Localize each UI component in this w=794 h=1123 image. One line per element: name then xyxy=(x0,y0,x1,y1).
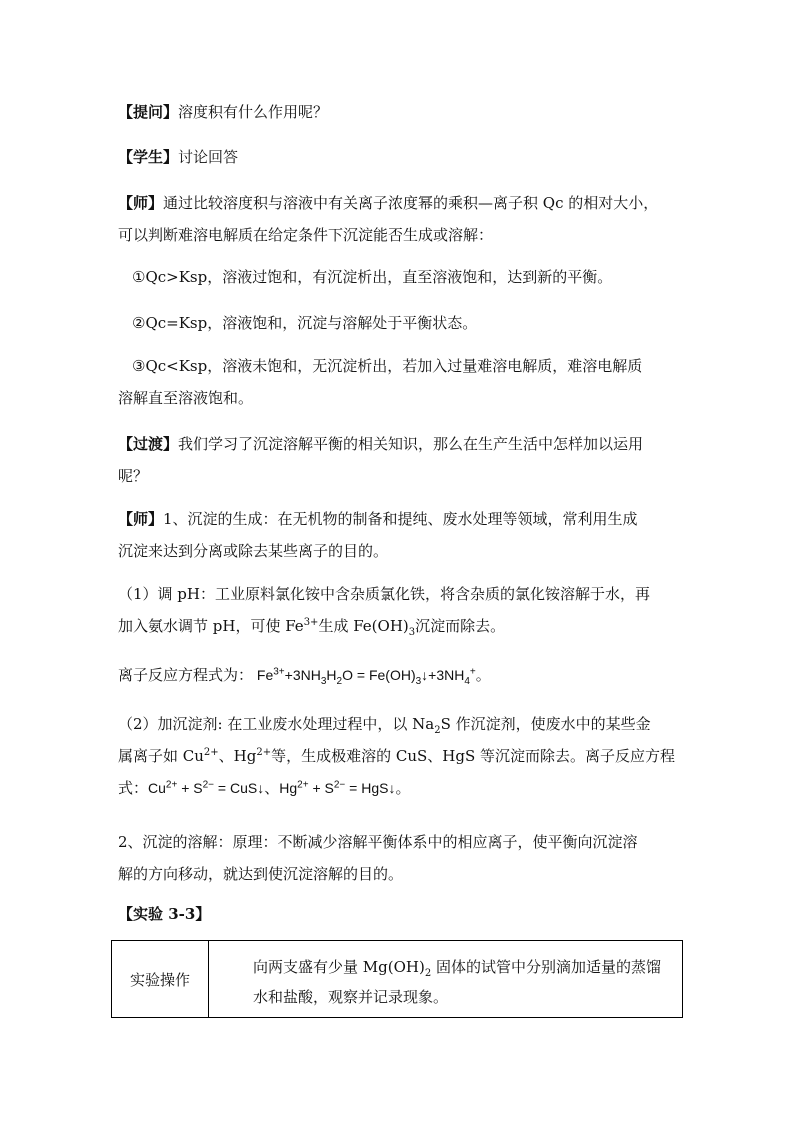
tag-transition: 【过渡】 xyxy=(118,435,179,453)
eq-sup-1: 3+ xyxy=(273,666,285,678)
experiment-heading: 【实验 3-3】 xyxy=(118,905,211,923)
table-content-sub: 2 xyxy=(424,968,432,979)
ionic-equation-label: 离子反应方程式为： xyxy=(118,666,254,684)
paragraph-teacher-2 xyxy=(118,503,686,567)
table-content-cell xyxy=(209,941,682,1017)
precipitant-line1a: （2）加沉淀剂: 在工业废水处理过程中，以 Na xyxy=(118,715,435,733)
eq-product: O = Fe(OH) xyxy=(342,667,416,683)
list-item-2: ②Qc=Ksp，溶液饱和，沉淀与溶解处于平衡状态。 xyxy=(132,314,478,332)
tag-teacher-2: 【师】 xyxy=(118,510,164,528)
tag-teacher: 【师】 xyxy=(118,194,164,212)
eq-fe: Fe xyxy=(256,667,274,683)
hg-equation xyxy=(279,780,395,796)
list-item-3 xyxy=(132,350,686,382)
tag-question: 【提问】 xyxy=(118,103,179,121)
list-item-1: ①Qc>Ksp，溶液过饱和，有沉淀析出，直至溶液饱和，达到新的平衡。 xyxy=(132,268,613,286)
list-item-3-line2: 溶解直至溶液饱和。 xyxy=(118,389,254,407)
list-item-3-cont xyxy=(118,382,686,414)
paragraph-adjust-ph xyxy=(118,578,686,642)
cu-eq-c: = CuS↓ xyxy=(214,780,265,796)
list-item-3-line1: ③Qc<Ksp，溶液未饱和，无沉淀析出，若加入过量难溶电解质，难溶电解质 xyxy=(132,357,643,375)
adjust-ph-line2b: 生成 Fe(OH) xyxy=(318,617,409,635)
cu-eq-sup2: 2− xyxy=(202,779,215,791)
cu-eq-a: Cu xyxy=(148,780,166,796)
experiment-table xyxy=(111,940,683,1018)
precipitant-line3-label: 式： xyxy=(118,779,149,797)
eq-sub-1: 3 xyxy=(320,675,327,687)
paragraph-ionic-equation xyxy=(118,659,686,691)
eq-sub-4: 4 xyxy=(464,675,470,687)
paragraph-teacher-1 xyxy=(118,187,686,251)
ionic-equation xyxy=(253,666,476,687)
eq-nh3: +3NH xyxy=(284,667,321,683)
hg-eq-c: = HgS↓ xyxy=(345,780,396,796)
teacher2-line1: 1、沉淀的生成：在无机物的制备和提纯、废水处理等领域，常利用生成 xyxy=(163,510,638,528)
dissolution-line1: 2、沉淀的溶解：原理：不断减少溶解平衡体系中的相应离子，使平衡向沉淀溶 xyxy=(118,833,638,851)
sup-fe: 3+ xyxy=(303,617,319,628)
precipitant-end: 。 xyxy=(395,779,411,797)
cu-equation xyxy=(148,780,264,796)
sub-oh3: 3 xyxy=(408,627,416,638)
sup-hg: 2+ xyxy=(256,747,272,758)
cu-eq-b: + S xyxy=(177,780,203,796)
precipitant-line1b: S 作沉淀剂，使废水中的某些金 xyxy=(440,715,651,733)
dissolution-line2: 解的方向移动，就达到使沉淀溶解的目的。 xyxy=(118,865,404,883)
eq-sub-2: 2 xyxy=(336,675,343,687)
question-text: 溶度积有什么作用呢？ xyxy=(178,103,329,121)
hg-eq-b: + S xyxy=(308,780,334,796)
precipitant-line2a: 属离子如 Cu xyxy=(118,747,204,765)
sub-na2: 2 xyxy=(434,725,441,736)
precipitant-line2b: 、Hg xyxy=(218,747,257,765)
hg-eq-sup1: 2+ xyxy=(297,779,309,791)
paragraph-question xyxy=(118,96,686,128)
teacher-text-line2: 可以判断难溶电解质在给定条件下沉淀能否生成或溶解： xyxy=(118,226,494,244)
paragraph-transition xyxy=(118,428,686,492)
transition-line2: 呢？ xyxy=(118,467,149,485)
hg-eq-a: Hg xyxy=(279,780,298,796)
eq-sup-2: + xyxy=(469,666,476,678)
paragraph-dissolution xyxy=(118,826,686,890)
sup-cu: 2+ xyxy=(203,747,219,758)
eq-nh4: ↓+3NH xyxy=(421,667,465,683)
precipitant-line2c: 等，生成极难溶的 CuS、HgS 等沉淀而除去。离子反应方程 xyxy=(271,747,676,765)
table-content-b: 固体的试管中分别滴加适量的蒸馏 xyxy=(431,958,661,976)
transition-line1: 我们学习了沉淀溶解平衡的相关知识，那么在生产生活中怎样加以运用 xyxy=(178,435,644,453)
tag-student: 【学生】 xyxy=(118,148,179,166)
adjust-ph-line2a: 加入氨水调节 pH，可使 Fe xyxy=(118,617,304,635)
paragraph-precipitant xyxy=(118,708,686,804)
eq-h: H xyxy=(326,667,337,683)
teacher2-line2: 沉淀来达到分离或除去某些离子的目的。 xyxy=(118,542,389,560)
table-label: 实验操作 xyxy=(129,970,190,989)
table-label-cell xyxy=(112,941,209,1017)
eq-end: 。 xyxy=(475,666,491,684)
eq-separator: 、 xyxy=(264,779,280,797)
hg-eq-sup2: 2− xyxy=(333,779,346,791)
table-content-a: 向两支盛有少量 Mg(OH) xyxy=(253,958,425,976)
table-content-c: 水和盐酸，观察并记录现象。 xyxy=(253,988,449,1006)
teacher-text-line1: 通过比较溶度积与溶液中有关离子浓度幂的乘积—离子积 Qc 的相对大小， xyxy=(163,194,659,212)
eq-sub-3: 3 xyxy=(415,675,422,687)
paragraph-student xyxy=(118,141,686,173)
student-text: 讨论回答 xyxy=(178,148,239,166)
adjust-ph-line2c: 沉淀而除去。 xyxy=(415,617,506,635)
adjust-ph-line1: （1）调 pH：工业原料氯化铵中含杂质氯化铁，将含杂质的氯化铵溶解于水，再 xyxy=(118,585,650,603)
cu-eq-sup1: 2+ xyxy=(165,779,178,791)
